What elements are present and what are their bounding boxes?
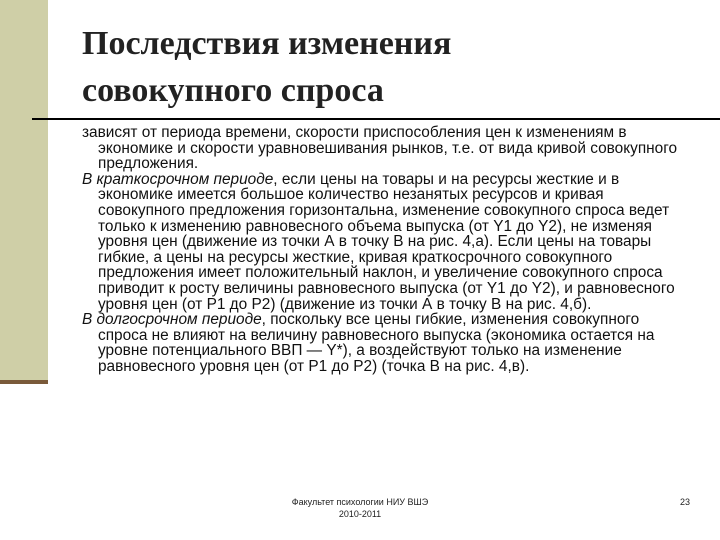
paragraph-intro — [82, 125, 682, 172]
footer-years: 2010-2011 — [338, 509, 382, 519]
paragraph-long-run-lead: В долгосрочном периоде — [82, 311, 262, 329]
footer-faculty: Факультет психологии НИУ ВШЭ — [291, 497, 429, 507]
left-band-lower — [0, 382, 48, 540]
paragraph-short-run-text: , если цены на товары и на ресурсы жесткие и в экономике имеется большое количество незанятых ресурсов и кривая совокупного предложения горизонтальна, изменение совокупного спроса ведет только к изменению равновесного объема выпуска (от Y1 до Y2), не изменяя уровня цен (движение из точки А в точку В на рис. 4,а). Если цены на товары гибкие, а цены на ресурсы жесткие, кривая краткосрочного совокупного предложения имеет положительный наклон, и увеличение совокупного спроса приводит к росту величины равновесного выпуска (от Y1 до Y2), и равновесного уровня цен (от Р1 до Р2) (движение из точки А в точку В на рис. 4,б). — [98, 170, 675, 313]
left-accent-bar — [0, 380, 48, 384]
paragraph-intro-text: зависят от периода времени, скорости приспособления цен к изменениям в экономике и скорости уравновешивания рынков, т.е. от вида кривой совокупного предложения. — [82, 124, 678, 173]
paragraph-long-run — [82, 312, 682, 374]
slide-footer — [260, 496, 460, 520]
title-divider — [32, 118, 720, 120]
paragraph-short-run-lead: В краткосрочном периоде — [82, 170, 274, 188]
page-number: 23 — [679, 497, 690, 507]
paragraph-short-run — [82, 172, 682, 312]
title-line-1: Последствия изменения — [82, 25, 452, 62]
slide-body — [82, 125, 682, 375]
left-decorative-band — [0, 0, 48, 382]
slide-title — [82, 20, 682, 114]
title-line-2: совокупного спроса — [82, 72, 384, 109]
paragraph-long-run-text: , поскольку все цены гибкие, изменения совокупного спроса не влияют на величину равновесного выпуска (экономика остается на уровне потенциального ВВП — Y*), а воздействуют только на изменение равновесного уровня цен (от Р1 до Р2) (точка В на рис. 4,в). — [98, 311, 655, 375]
